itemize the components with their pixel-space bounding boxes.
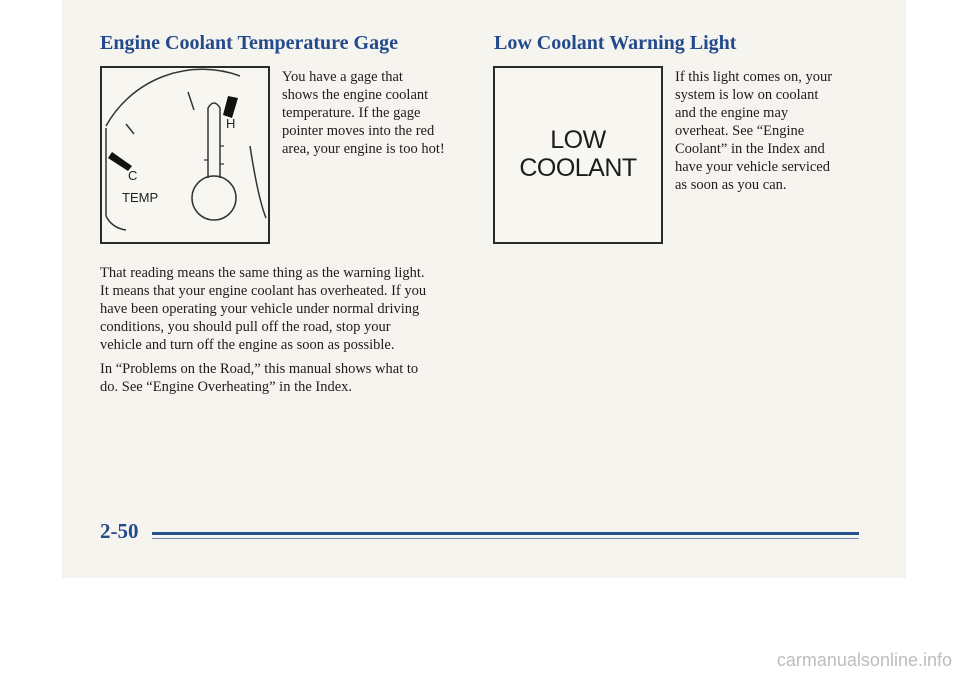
text-line: In “Problems on the Road,” this manual shows what to <box>100 361 419 377</box>
text-line: have your vehicle serviced <box>675 159 830 175</box>
text-line: You have a gage that <box>282 69 403 85</box>
warning-light-line-1: LOW <box>550 126 606 154</box>
text-line: conditions, you should pull off the road, stop your <box>100 319 391 335</box>
text-line: vehicle and turn off the engine as soon as possible. <box>100 337 395 353</box>
temperature-gauge-icon <box>102 68 268 242</box>
text-line: temperature. If the gage <box>282 105 421 121</box>
gauge-hot-label: H <box>226 116 236 131</box>
gauge-temp-label: TEMP <box>122 190 159 205</box>
footer-rule <box>152 532 859 535</box>
gauge-side-text <box>282 68 445 158</box>
text-line: area, your engine is too hot! <box>282 141 445 157</box>
text-line: If this light comes on, your <box>675 69 833 85</box>
gauge-body-paragraph-1 <box>100 264 426 354</box>
warning-light-side-text <box>675 68 832 194</box>
warning-light-section-heading: Low Coolant Warning Light <box>494 32 737 54</box>
footer-rule-thin <box>152 538 859 539</box>
low-coolant-light-illustration <box>493 66 663 244</box>
text-line: pointer moves into the red <box>282 123 435 139</box>
page-number: 2-50 <box>100 519 139 543</box>
text-line: It means that your engine coolant has overheated. If you <box>100 283 427 299</box>
text-line: as soon as you can. <box>675 177 787 193</box>
text-line: Coolant” in the Index and <box>675 141 825 157</box>
text-line: system is low on coolant <box>675 87 819 103</box>
temperature-gauge-illustration <box>100 66 270 244</box>
text-line: have been operating your vehicle under normal driving <box>100 301 420 317</box>
gauge-body-paragraph-2 <box>100 360 418 396</box>
text-line: do. See “Engine Overheating” in the Index. <box>100 379 353 395</box>
text-line: overheat. See “Engine <box>675 123 805 139</box>
watermark-text: carmanualsonline.info <box>776 650 952 670</box>
warning-light-line-2: COOLANT <box>519 154 637 182</box>
gauge-cold-label: C <box>128 168 138 183</box>
text-line: That reading means the same thing as the warning light. <box>100 265 425 281</box>
text-line: and the engine may <box>675 105 789 121</box>
text-line: shows the engine coolant <box>282 87 429 103</box>
gauge-section-heading: Engine Coolant Temperature Gage <box>100 32 398 54</box>
